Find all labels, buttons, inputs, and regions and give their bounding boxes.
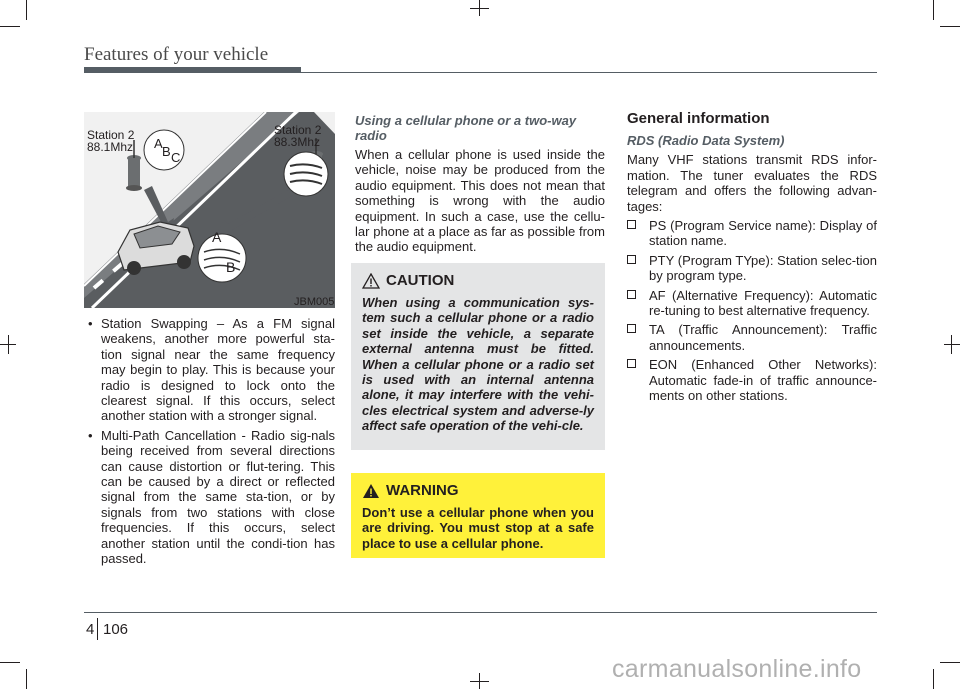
bubble-letter-c: C [171,150,181,165]
list-item-text: TA (Traffic Announcement): Traffic announcements. [649,322,877,353]
checkbox-square-icon [627,290,636,299]
right-station-label: Station 2 [274,123,322,137]
road-scene-svg [84,112,335,308]
list-item [84,316,335,424]
caution-triangle-icon [362,273,380,289]
warning-body: Don’t use a cellular phone when you are driving. You must stop at a safe place to use a cellular phone. [362,505,594,551]
list-item [627,218,877,249]
crop-mark [933,0,934,20]
footer-rule [84,612,877,613]
checkbox-square-icon [627,359,636,368]
page-number: 106 [103,621,129,638]
crop-mark [0,662,20,663]
chapter-number: 4 [86,621,95,638]
rds-intro: Many VHF stations transmit RDS infor-mation. The tuner evaluates the RDS telegram and offers the following advan-tages: [627,152,877,214]
crop-mark [0,26,20,27]
watermark-text: carmanualsonline.info [612,655,862,683]
left-column [84,316,335,571]
list-item [627,253,877,284]
crop-mark [940,26,960,27]
page-number-separator [97,618,98,640]
car-bubble-letter-b: B [226,259,236,275]
figure-code: JBM005 [294,296,335,308]
bullet-mark: • [88,427,93,443]
list-item [84,428,335,567]
list-item-text: PS (Program Service name): Display of station name. [649,218,877,249]
right-frequency-label: 88.3Mhz [274,135,321,149]
crop-mark [944,344,960,345]
middle-column [355,113,605,255]
list-item [627,357,877,403]
crop-mark [951,335,952,354]
crop-mark [26,669,27,689]
caution-body: When using a communication sys-tem such a cellular phone or a radio set inside the vehicle, a separate external antenna must be fitted. When a cellular phone or a radio set is used with an internal antenna alone, it may interfere with the vehi-cles electrical system and adverse-ly affect safe operation of the vehi-cle. [362,295,594,434]
checkbox-square-icon [627,324,636,333]
rds-subheading: RDS (Radio Data System) [627,133,785,149]
cellular-phone-heading: Using a cellular phone or a two-way radio [355,113,577,143]
warning-title-row [362,482,594,499]
crop-mark [933,669,934,689]
list-item-text: EON (Enhanced Other Networks): Automatic fade-in of traffic announce-ments on other stations. [649,357,877,404]
checkbox-square-icon [627,255,636,264]
cellular-phone-paragraph: When a cellular phone is used inside the vehicle, noise may be produced from the audio equipment. This does not mean that something is wrong with the audio equipment. In such a case, use the cellu-lar phone at a place as far as possible from the audio equipment. [355,147,605,255]
bubble-letter-b: B [162,144,171,159]
warning-triangle-icon [362,483,380,499]
list-item-text: Multi-Path Cancellation - Radio sig-nals being received from several directions can cause distortion or flut-tering. This can be caused by a direct or reflected signal from the same sta-tion, or by signals from two stations with close frequencies. If this occurs, select another station until the condi-tion has passed. [101,427,335,567]
reception-issues-list [84,316,335,567]
warning-title: WARNING [386,482,459,499]
caution-box [351,263,605,450]
right-column [627,111,877,408]
radio-reception-illustration [84,112,335,308]
page-header-title: Features of your vehicle [84,44,269,65]
crop-mark [8,335,9,354]
crop-mark [470,8,489,9]
caution-title: CAUTION [386,272,455,289]
warning-box [351,473,605,558]
list-item-text: AF (Alternative Frequency): Automatic re-tuning to best alternative frequency. [649,287,877,319]
general-information-heading: General information [627,110,770,127]
crop-mark [470,681,489,682]
list-item-text: Station Swapping – As a FM signal weakens, another more powerful sta-tion signal near the same frequency may begin to play. This is because your radio is designed to lock onto the clearest signal. If this occurs, select another station with a stronger signal. [101,316,335,424]
list-item-text: PTY (Program TYpe): Station selec-tion by program type. [649,252,877,284]
crop-mark [940,662,960,663]
car-bubble-letter-a: A [212,229,222,245]
header-rule [84,72,877,73]
checkbox-square-icon [627,220,636,229]
bullet-mark: • [88,316,93,331]
left-frequency-label: 88.1Mhz [87,140,134,154]
left-station-label: Station 2 [87,128,135,142]
list-item [627,288,877,319]
caution-title-row [362,272,594,289]
bubble-letter-a: A [154,136,163,151]
crop-mark [26,0,27,20]
list-item [627,322,877,353]
rds-feature-list [627,218,877,403]
